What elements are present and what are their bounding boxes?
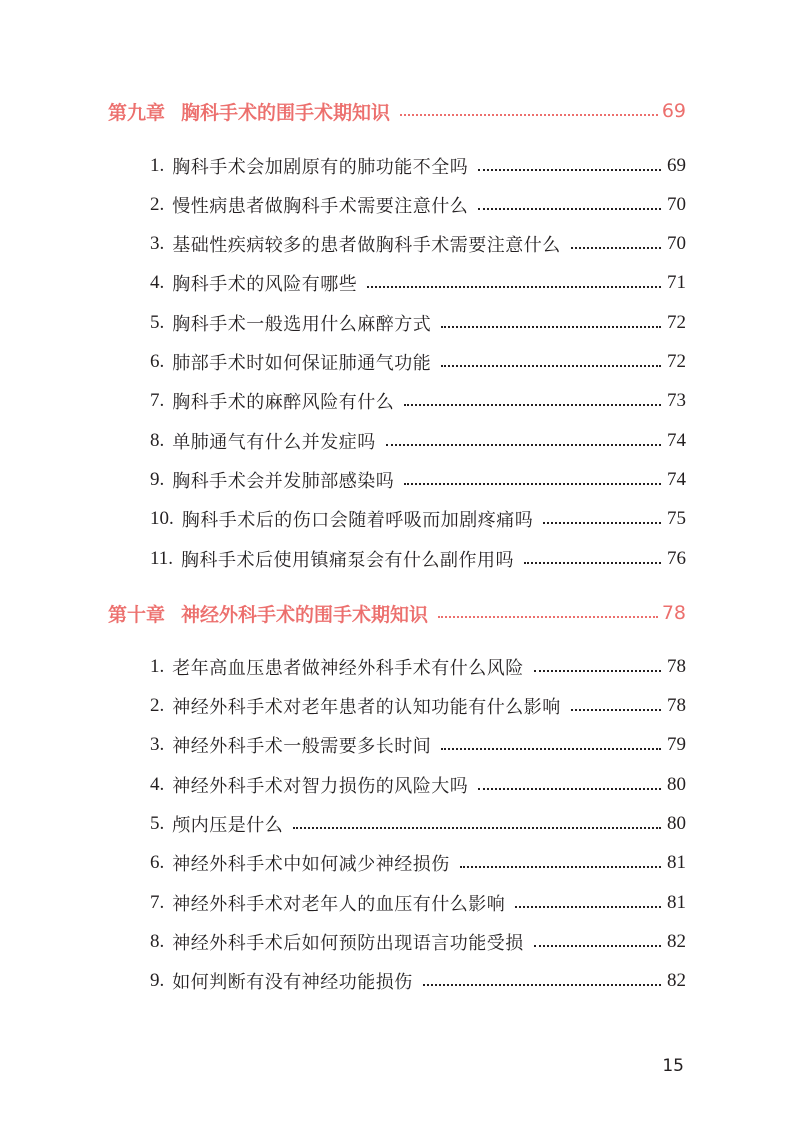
chapter-label: 第九章: [108, 101, 166, 124]
entry-number: 2.: [150, 695, 165, 716]
toc-entry[interactable]: [150, 653, 686, 681]
entry-number: 9.: [150, 469, 165, 490]
entry-page-number: 70: [667, 194, 686, 215]
dot-leader: [367, 286, 661, 288]
entry-page-number: 78: [667, 656, 686, 677]
entry-page-number: 81: [667, 892, 686, 913]
entry-page-number: 80: [667, 774, 686, 795]
entry-title: 如何判断有没有神经功能损伤: [172, 972, 413, 993]
chapter-page-number: 69: [661, 100, 686, 122]
chapter-heading[interactable]: [108, 97, 686, 125]
toc-entry[interactable]: [150, 889, 686, 917]
toc-entry[interactable]: [150, 928, 686, 956]
dot-leader: [534, 945, 661, 947]
entry-page-number: 79: [667, 734, 686, 755]
entry-page-number: 75: [667, 508, 686, 529]
chapter-page-number: 78: [661, 602, 686, 624]
toc-entry[interactable]: [150, 152, 686, 180]
entry-title: 胸科手术会加剧原有的肺功能不全吗: [172, 157, 469, 178]
entry-number: 11.: [150, 548, 174, 569]
dot-leader: [515, 906, 661, 908]
toc-entry[interactable]: [150, 387, 686, 415]
entry-number: 4.: [150, 272, 165, 293]
entry-page-number: 76: [667, 548, 686, 569]
entry-number: 5.: [150, 813, 165, 834]
entry-number: 9.: [150, 970, 165, 991]
entry-number: 6.: [150, 351, 165, 372]
entry-page-number: 82: [667, 931, 686, 952]
entry-page-number: 82: [667, 970, 686, 991]
entry-page-number: 73: [667, 390, 686, 411]
dot-leader: [441, 326, 661, 328]
dot-leader: [478, 208, 661, 210]
dot-leader: [543, 522, 661, 524]
entry-title: 胸科手术一般选用什么麻醉方式: [172, 314, 432, 335]
entry-page-number: 81: [667, 852, 686, 873]
entry-title: 老年高血压患者做神经外科手术有什么风险: [172, 658, 524, 679]
toc-entry[interactable]: [150, 348, 686, 376]
entry-number: 3.: [150, 734, 165, 755]
toc-entry[interactable]: [150, 771, 686, 799]
dot-leader: [478, 788, 661, 790]
toc-entry[interactable]: [150, 309, 686, 337]
toc-entry[interactable]: [150, 545, 686, 573]
entry-title: 胸科手术的风险有哪些: [172, 274, 358, 295]
entry-number: 1.: [150, 155, 165, 176]
entry-page-number: 78: [667, 695, 686, 716]
toc-entry[interactable]: [150, 967, 686, 995]
entry-number: 8.: [150, 430, 165, 451]
entry-title: 神经外科手术对智力损伤的风险大吗: [172, 776, 469, 797]
entry-title: 胸科手术后的伤口会随着呼吸而加剧疼痛吗: [181, 510, 534, 531]
dot-leader: [460, 866, 661, 868]
entry-title: 神经外科手术后如何预防出现语言功能受损: [172, 933, 524, 954]
entry-number: 7.: [150, 390, 165, 411]
chapter-label: 第十章: [108, 603, 166, 626]
entry-page-number: 72: [667, 351, 686, 372]
toc-entry[interactable]: [150, 191, 686, 219]
toc-entry[interactable]: [150, 230, 686, 258]
dot-leader: [386, 444, 661, 446]
entry-number: 3.: [150, 233, 165, 254]
toc-entry[interactable]: [150, 810, 686, 838]
entry-number: 4.: [150, 774, 165, 795]
dot-leader: [478, 169, 661, 171]
entry-number: 7.: [150, 892, 165, 913]
dot-leader: [293, 827, 661, 829]
toc-entry[interactable]: [150, 505, 686, 533]
toc-entry[interactable]: [150, 731, 686, 759]
entry-number: 10.: [150, 508, 174, 529]
dot-leader: [404, 404, 661, 406]
entry-title: 肺部手术时如何保证肺通气功能: [172, 353, 432, 374]
entry-title: 胸科手术后使用镇痛泵会有什么副作用吗: [181, 550, 515, 571]
toc-entry[interactable]: [150, 269, 686, 297]
entry-title: 慢性病患者做胸科手术需要注意什么: [172, 196, 469, 217]
dot-leader: [441, 748, 661, 750]
toc-entry[interactable]: [150, 849, 686, 877]
dot-leader: [571, 709, 661, 711]
entry-title: 神经外科手术一般需要多长时间: [172, 736, 432, 757]
entry-page-number: 70: [667, 233, 686, 254]
dot-leader: [534, 670, 661, 672]
entry-title: 基础性疾病较多的患者做胸科手术需要注意什么: [172, 235, 561, 256]
entry-page-number: 74: [667, 469, 686, 490]
dot-leader: [438, 616, 658, 618]
entry-page-number: 72: [667, 312, 686, 333]
entry-page-number: 80: [667, 813, 686, 834]
entry-number: 1.: [150, 656, 165, 677]
chapter-heading[interactable]: [108, 599, 686, 627]
entry-number: 2.: [150, 194, 165, 215]
toc-entry[interactable]: [150, 692, 686, 720]
page-number: 15: [662, 1056, 684, 1076]
entry-page-number: 69: [667, 155, 686, 176]
entry-title: 神经外科手术中如何减少神经损伤: [172, 854, 450, 875]
entry-title: 胸科手术会并发肺部感染吗: [172, 471, 395, 492]
entry-page-number: 71: [667, 272, 686, 293]
dot-leader: [524, 562, 661, 564]
entry-title: 单肺通气有什么并发症吗: [172, 432, 376, 453]
entry-title: 神经外科手术对老年患者的认知功能有什么影响: [172, 697, 561, 718]
chapter-title: 胸科手术的围手术期知识: [181, 101, 391, 124]
dot-leader: [404, 483, 661, 485]
toc-entry[interactable]: [150, 466, 686, 494]
entry-number: 8.: [150, 931, 165, 952]
dot-leader: [423, 984, 661, 986]
entry-number: 6.: [150, 852, 165, 873]
toc-entry[interactable]: [150, 427, 686, 455]
entry-title: 胸科手术的麻醉风险有什么: [172, 392, 395, 413]
entry-title: 神经外科手术对老年人的血压有什么影响: [172, 894, 506, 915]
entry-number: 5.: [150, 312, 165, 333]
entry-title: 颅内压是什么: [172, 815, 284, 836]
entry-page-number: 74: [667, 430, 686, 451]
dot-leader: [400, 114, 658, 116]
dot-leader: [441, 365, 661, 367]
chapter-title: 神经外科手术的围手术期知识: [181, 603, 429, 626]
dot-leader: [571, 247, 661, 249]
